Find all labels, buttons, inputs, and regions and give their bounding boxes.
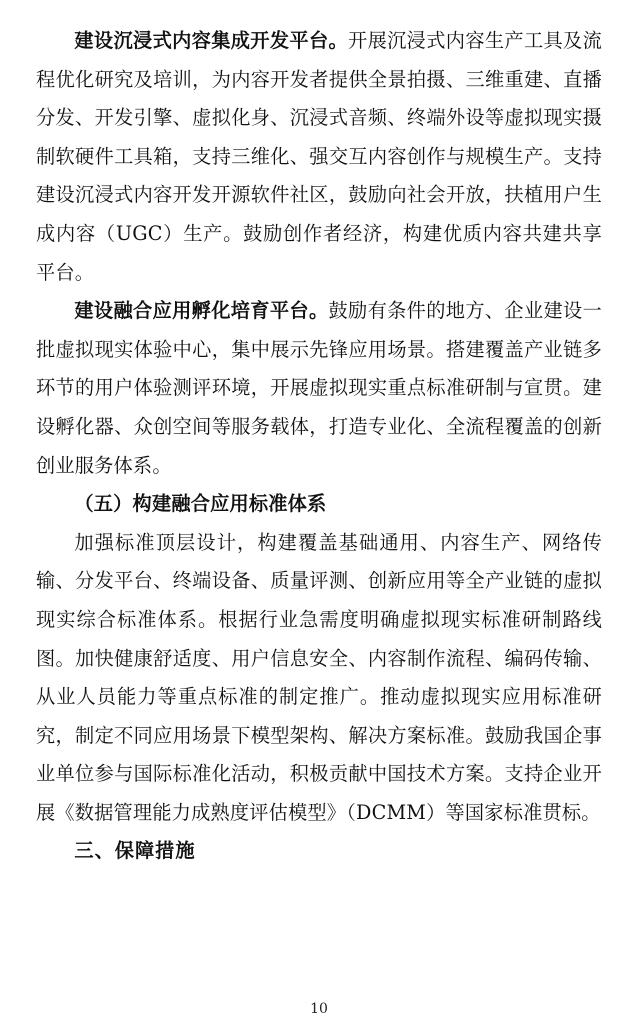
paragraph-immersive-content-platform: [36, 22, 602, 292]
section-heading-five: （五）构建融合应用标准体系: [74, 492, 327, 516]
paragraph-lead: 建设融合应用孵化培育平台。: [74, 299, 329, 323]
section-heading-three: 三、保障措施: [74, 839, 196, 863]
paragraph-body: 加强标准顶层设计，构建覆盖基础通用、内容生产、网络传输、分发平台、终端设备、质量评测、创新应用等全产业链的虚拟现实综合标准体系。根据行业急需度明确虚拟现实标准研制路线图。加快健康舒适度、用户信息安全、内容制作流程、编码传输、从业人员能力等重点标准的制定推广。推动虚拟现实应用标准研究，制定不同应用场景下模型架构、解决方案标准。鼓励我国企事业单位参与国际标准化活动，积极贡献中国技术方案。支持企业开展《数据管理能力成熟度评估模型》（DCMM）等国家标准贯标。: [36, 530, 602, 824]
paragraph-incubation-platform: [36, 292, 602, 485]
paragraph-body: 开展沉浸式内容生产工具及流程优化研究及培训，为内容开发者提供全景拍摄、三维重建、直播分发、开发引擎、虚拟化身、沉浸式音频、终端外设等虚拟现实摄制软硬件工具箱，支持三维化、强交互内容创作与规模生产。支持建设沉浸式内容开发开源软件社区，鼓励向社会开放，扶植用户生成内容（UGC）生产。鼓励创作者经济，构建优质内容共建共享平台。: [36, 29, 602, 284]
page-number: 10: [310, 1001, 328, 1017]
paragraph-standards-system: [36, 524, 602, 833]
paragraph-lead: 建设沉浸式内容集成开发平台。: [74, 29, 349, 52]
paragraph-body: 鼓励有条件的地方、企业建设一批虚拟现实体验中心，集中展示先锋应用场景。搭建覆盖产业链多环节的用户体验测评环境，开展虚拟现实重点标准研制与宣贯。建设孵化器、众创空间等服务载体，打造专业化、全流程覆盖的创新创业服务体系。: [36, 299, 602, 477]
